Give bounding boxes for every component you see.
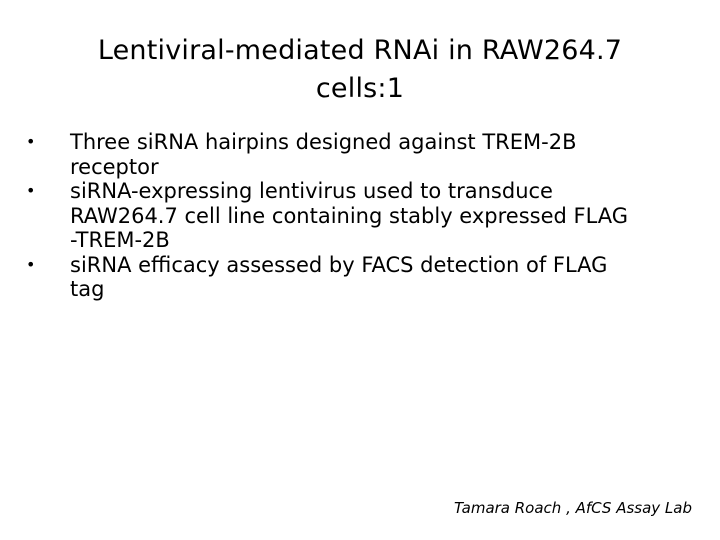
slide-title-line: cells:1: [315, 73, 405, 104]
bullet-icon: •: [26, 132, 36, 151]
bullet-item: [26, 179, 696, 253]
bullet-list: [26, 130, 696, 302]
bullet-text-line: tag: [70, 277, 105, 301]
bullet-icon: •: [26, 254, 36, 274]
bullet-item: [26, 253, 696, 302]
bullet-text-line: receptor: [70, 154, 159, 179]
bullet-text-line: siRNA efficacy assessed by FACS detection of FLAG: [70, 252, 608, 277]
bullet-icon: •: [26, 181, 36, 200]
bullet-text-line: RAW264.7 cell line containing stably expressed FLAG: [70, 203, 629, 228]
footer-credit: Tamara Roach , AfCS Assay Lab: [454, 499, 692, 517]
bullet-item: [26, 130, 696, 179]
slide-title-line: Lentiviral-mediated RNAi in RAW264.7: [97, 35, 623, 66]
bullet-text-line: Three siRNA hairpins designed against TREM-2B: [70, 130, 577, 154]
slide-title: [0, 32, 720, 108]
bullet-text-line: siRNA-expressing lentivirus used to transduce: [70, 179, 553, 203]
bullet-text-line: -TREM-2B: [70, 228, 170, 252]
